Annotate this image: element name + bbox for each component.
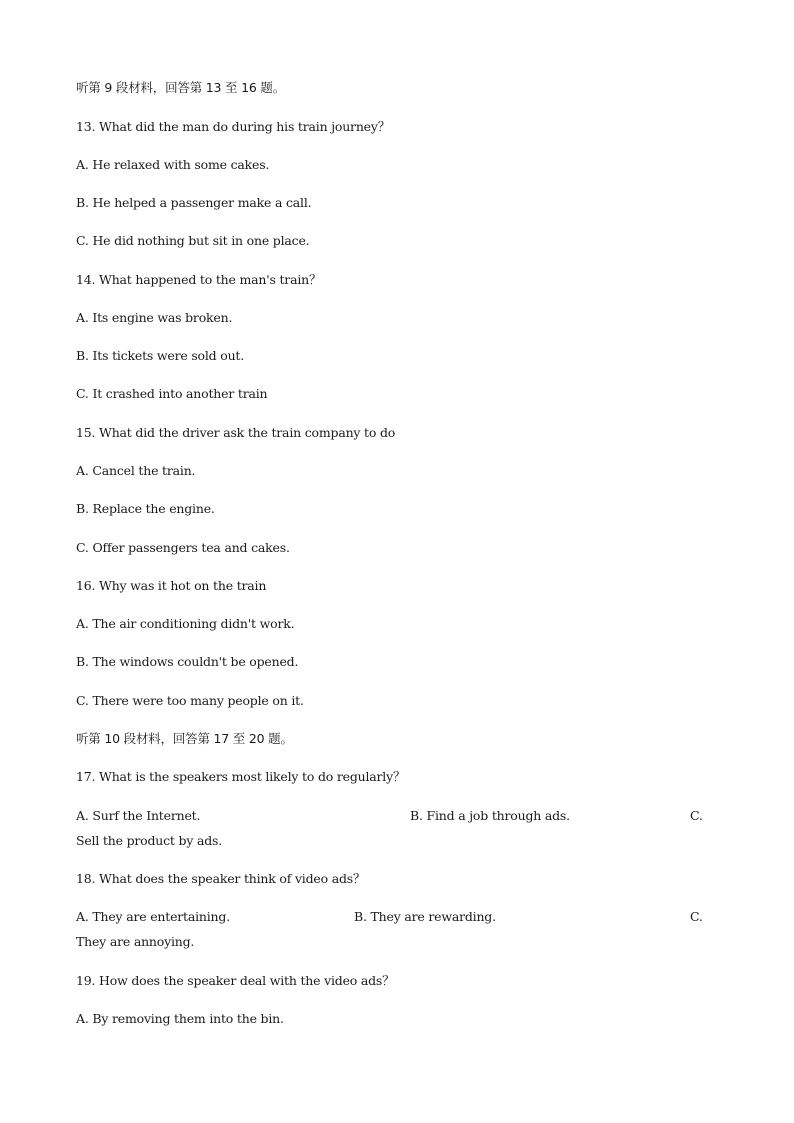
question-14-stem: 14. What happened to the man's train？ bbox=[76, 272, 322, 287]
section-9-header: 听第 9 段材料，回答第 13 至 16 题。 bbox=[76, 80, 286, 95]
question-13-option-a: A. He relaxed with some cakes. bbox=[76, 157, 270, 172]
question-18-stem: 18. What does the speaker think of video ads？ bbox=[76, 871, 366, 886]
question-18-option-c-text: They are annoying. bbox=[76, 934, 195, 949]
question-14-option-c: C. It crashed into another train bbox=[76, 386, 268, 401]
question-18-option-b: B. They are rewarding. bbox=[354, 909, 496, 924]
question-19-stem: 19. How does the speaker deal with the video ads？ bbox=[76, 973, 395, 988]
question-17-stem: 17. What is the speakers most likely to do regularly？ bbox=[76, 769, 406, 784]
question-18-option-c-label: C. bbox=[690, 909, 703, 924]
question-15-option-a: A. Cancel the train. bbox=[76, 463, 196, 478]
question-17-option-a: A. Surf the Internet. bbox=[76, 808, 201, 823]
section-10-header: 听第 10 段材料，回答第 17 至 20 题。 bbox=[76, 731, 293, 746]
question-16-option-a: A. The air conditioning didn't work. bbox=[76, 616, 295, 631]
question-18-option-a: A. They are entertaining. bbox=[76, 909, 230, 924]
question-16-stem: 16. Why was it hot on the train bbox=[76, 578, 267, 593]
question-16-option-c: C. There were too many people on it. bbox=[76, 693, 304, 708]
question-13-option-c: C. He did nothing but sit in one place. bbox=[76, 233, 310, 248]
question-17-option-c-label: C. bbox=[690, 808, 703, 823]
question-17-option-b: B. Find a job through ads. bbox=[410, 808, 570, 823]
question-16-option-b: B. The windows couldn't be opened. bbox=[76, 654, 299, 669]
question-14-option-b: B. Its tickets were sold out. bbox=[76, 348, 245, 363]
question-13-option-b: B. He helped a passenger make a call. bbox=[76, 195, 312, 210]
question-15-option-b: B. Replace the engine. bbox=[76, 501, 215, 516]
question-15-stem: 15. What did the driver ask the train company to do bbox=[76, 425, 396, 440]
question-19-option-a: A. By removing them into the bin. bbox=[76, 1011, 284, 1026]
question-13-stem: 13. What did the man do during his train journey？ bbox=[76, 119, 391, 134]
question-14-option-a: A. Its engine was broken. bbox=[76, 310, 233, 325]
question-15-option-c: C. Offer passengers tea and cakes. bbox=[76, 540, 290, 555]
question-17-option-c-text: Sell the product by ads. bbox=[76, 833, 223, 848]
